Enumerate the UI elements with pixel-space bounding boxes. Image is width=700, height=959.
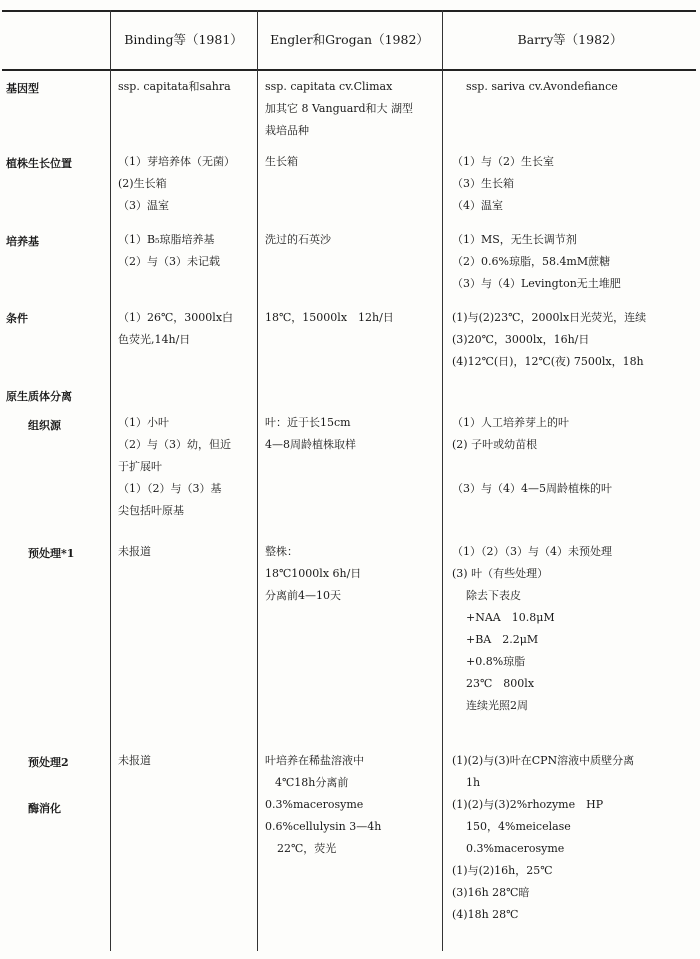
column-divider-3 [442,10,443,951]
cell-pretreat2-barry: (1)(2)与(3)叶在CPN溶液中质壁分离 1h [452,754,635,789]
cell-medium-binding: （1）B₅琼脂培养基 （2）与（3）未记载 [118,233,220,268]
row-label-enzyme-digestion: 酶消化 [28,802,61,815]
header-barry-1982: Barry等（1982） [517,32,623,47]
cell-growth-engler: 生长箱 [265,155,298,168]
column-divider-2 [257,10,258,951]
header-engler-grogan-1982: Engler和Grogan（1982） [270,32,429,47]
cell-conditions-engler: 18℃，15000lx 12h/日 [265,311,394,324]
header-bottom-rule [2,69,696,71]
section-label-protoplast-isolation: 原生质体分离 [6,390,72,403]
row-label-growth-location: 植株生长位置 [6,157,72,170]
column-divider-1 [110,10,111,951]
row-label-pretreatment-2: 预处理2 [28,756,69,769]
cell-medium-engler: 洗过的石英沙 [265,233,331,246]
row-label-genotype: 基因型 [6,82,39,95]
row-label-medium: 培养基 [6,235,39,248]
cell-pretreat2-binding: 未报道 [118,754,151,767]
cell-genotype-engler: ssp. capitata cv.Climax 加其它 8 Vanguard和大 湖型 栽培品种 [265,80,414,137]
cell-growth-barry: （1）与（2）生长室 （3）生长箱 （4）温室 [452,155,554,212]
cell-growth-binding: （1）芽培养体（无菌） (2)生长箱 （3）温室 [118,155,235,212]
cell-tissue-barry: （1）人工培养芽上的叶 (2) 子叶或幼苗根 （3）与（4）4—5周龄植株的叶 [452,416,612,495]
cell-pretreat1-barry: （1）（2）（3）与（4）未预处理 (3) 叶（有些处理） 除去下表皮 +NAA 10.8μM +BA 2.2μM +0.8%琼脂 23℃ 800lx 连续光照2周 [452,545,612,712]
cell-tissue-engler: 叶：近于长15cm 4—8周龄植株取样 [265,416,356,451]
cell-tissue-binding: （1）小叶 （2）与（3）幼，但近 于扩展叶 （1）（2）与（3）基 尖包括叶原基 [118,416,231,517]
cell-medium-barry: （1）MS，无生长调节剂 （2）0.6%琼脂，58.4mM蔗糖 （3）与（4）Levington无土堆肥 [452,233,621,290]
cell-pretreat2-engler: 叶培养在稀盐溶液中 4℃18h分离前 [265,754,364,789]
table-top-rule [2,10,696,12]
cell-enzyme-engler: 0.3%macerosyme 0.6%cellulysin 3—4h 22℃，荧光 [265,798,382,855]
cell-genotype-binding: ssp. capitata和sahra [118,80,231,93]
row-label-pretreatment-1: 预处理*1 [28,547,75,560]
header-binding-1981: Binding等（1981） [124,32,243,47]
cell-genotype-barry: ssp. sariva cv.Avondefiance [466,80,618,93]
cell-pretreat1-binding: 未报道 [118,545,151,558]
cell-enzyme-barry: (1)(2)与(3)2%rhozyme HP 150，4%meicelase 0.3%macerosyme (1)与(2)16h，25℃ (3)16h 28℃暗 (4)18h 28℃ [452,798,604,921]
cell-conditions-binding: （1）26℃，3000lx白 色荧光,14h/日 [118,311,234,346]
cell-conditions-barry: (1)与(2)23℃，2000lx日光荧光，连续 (3)20℃，3000lx，16h/日 (4)12℃(日)，12℃(夜) 7500lx，18h [452,311,647,368]
row-label-tissue-source: 组织源 [28,419,61,432]
row-label-conditions: 条件 [6,312,28,325]
cell-pretreat1-engler: 整株： 18℃1000lx 6h/日 分离前4—10天 [265,545,362,602]
